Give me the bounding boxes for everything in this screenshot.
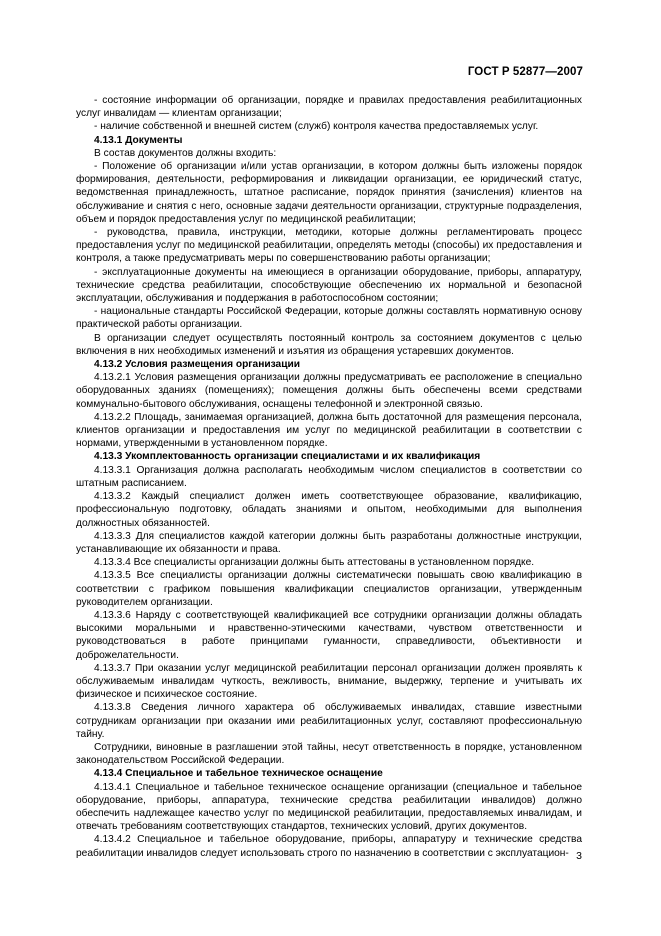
list-item: - национальные стандарты Российской Федерации, которые должны составлять нормативную основу практической работы организации. (76, 306, 582, 331)
section-heading: 4.13.3 Укомплектованность организации специалистами и их квалификация (94, 451, 481, 463)
paragraph: 4.13.3.8 Сведения личного характера об обслуживаемых инвалидах, ставшие известными сотрудникам организации при оказании ими реабилитационных услуг, составляют профессиональную тайну. (76, 702, 582, 740)
paragraph: 4.13.2.2 Площадь, занимаемая организацией, должна быть достаточной для размещения персонала, клиентов организации и предоставления им услуг по медицинской реабилитации в соответствии с нормами, утвержденными в установленном порядке. (76, 411, 582, 450)
paragraph: 4.13.3.6 Наряду с соответствующей квалификацией все сотрудники организации должны обладать высокими моральными и нравственно-этическими качествами, чувством ответственности и руководствоваться в работе принципами гуманности, справедливости, объективности и доброжелательности. (76, 609, 582, 661)
list-item: - наличие собственной и внешней систем (служб) контроля качества предоставляемых услуг. (94, 121, 539, 133)
paragraph: 4.13.3.1 Организация должна располагать необходимым числом специалистов в соответствии со штатным расписанием. (76, 464, 582, 489)
list-item: - руководства, правила, инструкции, методики, которые должны регламентировать процесс предоставления услуг по медицинской реабилитации, определять методы (способы) их предоставления и контроля, а также предусматривать меры по совершенствованию работы организации; (76, 227, 582, 265)
paragraph: 4.13.2.1 Условия размещения организации должны предусматривать ее расположение в специально оборудованных зданиях (помещениях); помещения должны быть обеспечены всеми средствами коммунально-бытового обслуживания, оснащены телефонной и электронной связью. (76, 372, 582, 410)
paragraph: 4.13.4.1 Специальное и табельное техническое оснащение организации (специальное и табельное оборудование, приборы, аппаратура, технические средства реабилитации инвалидов) должно обеспечить надлежащее качество услуг по медицинской реабилитации, предоставляемых инвалидам, и отвечать требованиям соответствующих стандартов, технических условий, других документов. (76, 781, 582, 833)
list-item: - Положение об организации и/или устав организации, в котором должны быть изложены порядок формирования, деятельности, реформирования и ликвидации организации, ее юридический статус, ведомственная принадлежность, штатное расписание, порядок принятия (зачисления) клиентов на обслуживание и снятия с него, основные задачи деятельности организации, структурные подразделения, объем и порядок предоставления услуг по медицинской реабилитации; (76, 161, 582, 225)
paragraph: 4.13.3.7 При оказании услуг медицинской реабилитации персонал организации должен проявлять к обслуживаемым инвалидам чуткость, вежливость, внимание, выдержку, терпение и учитывать их физическое и психическое состояние. (76, 662, 582, 701)
list-item: - эксплуатационные документы на имеющиеся в организации оборудование, приборы, аппаратуру, технические средства реабилитации, способствующие обеспечению их нормальной и безопасной эксплуатации, обслуживания и поддержания в работоспособном состоянии; (76, 266, 582, 305)
list-item: - состояние информации об организации, порядке и правилах предоставления реабилитационных услуг инвалидам — клиентам организации; (76, 95, 582, 120)
section-heading: 4.13.2 Условия размещения организации (94, 359, 301, 371)
document-code: ГОСТ Р 52877—2007 (467, 66, 583, 78)
paragraph: 4.13.3.2 Каждый специалист должен иметь соответствующее образование, квалификацию, профессиональную подготовку, обладать знаниями и опытом, необходимыми для выполнения должностных обязанностей. (76, 491, 582, 529)
section-heading: 4.13.1 Документы (94, 134, 183, 146)
paragraph: 4.13.3.3 Для специалистов каждой категории должны быть разработаны должностные инструкции, устанавливающие их обязанности и права. (76, 530, 582, 555)
paragraph: 4.13.3.5 Все специалисты организации должны систематически повышать свою квалификацию в соответствии с графиком повышения квалификации специалистов организации, утвержденным руководителем организации. (76, 570, 582, 608)
section-heading: 4.13.4 Специальное и табельное техническое оснащение (94, 768, 383, 780)
paragraph: 4.13.4.2 Специальное и табельное оборудование, приборы, аппаратуру и технические средства реабилитации инвалидов следует использовать строго по назначению в соответствии с эксплуатацион- (76, 834, 582, 859)
page-number: 3 (576, 850, 582, 862)
paragraph: 4.13.3.4 Все специалисты организации должны быть аттестованы в установленном порядке. (94, 557, 535, 569)
paragraph: В состав документов должны входить: (94, 147, 277, 159)
document-body (76, 94, 582, 860)
paragraph: Сотрудники, виновные в разглашении этой тайны, несут ответственность в порядке, установленном законодательством Российской Федерации. (76, 741, 582, 767)
paragraph: В организации следует осуществлять постоянный контроль за состоянием документов с целью включения в них необходимых изменений и изъятия из обращения устаревших документов. (76, 332, 582, 357)
